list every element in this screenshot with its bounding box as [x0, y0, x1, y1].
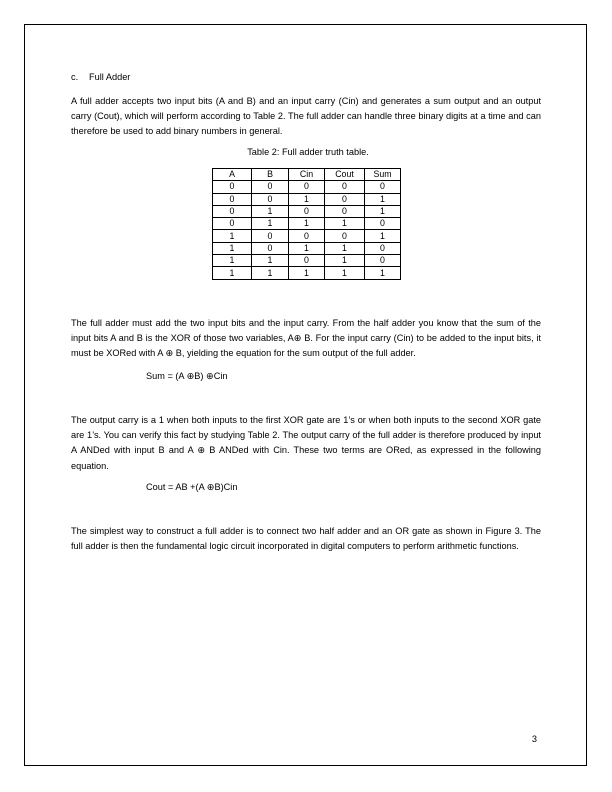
table-cell: 0 [252, 181, 289, 193]
table-cell: 0 [365, 218, 401, 230]
table-cell: 0 [365, 242, 401, 254]
table-header-cell: Cin [289, 169, 325, 181]
table-header-cell: Sum [365, 169, 401, 181]
table-row [213, 193, 401, 205]
page-number: 3 [531, 734, 537, 744]
table-cell: 1 [365, 267, 401, 279]
table-header-row [213, 169, 401, 181]
table-cell: 1 [289, 218, 325, 230]
table-cell: 0 [213, 193, 252, 205]
truth-table [212, 168, 401, 280]
table-cell: 1 [325, 267, 365, 279]
table-cell: 1 [213, 230, 252, 242]
table-cell: 1 [289, 267, 325, 279]
table-cell: 0 [289, 181, 325, 193]
table-row [213, 242, 401, 254]
table-cell: 1 [365, 205, 401, 217]
table-cell: 0 [325, 193, 365, 205]
table-header-cell: Cout [325, 169, 365, 181]
construct-paragraph: The simplest way to construct a full adder is to connect two half adder and an OR gate as shown in Figure 3. The full adder is then the fundamental logic circuit incorporated in digital computers to perform arithmetic functions. [71, 526, 541, 552]
table-cell: 0 [289, 230, 325, 242]
table-body [213, 181, 401, 279]
table-cell: 0 [252, 242, 289, 254]
section-title: Full Adder [89, 72, 131, 82]
intro-paragraph: A full adder accepts two input bits (A and B) and an input carry (Cin) and generates a sum output and an output carry (Cout), which will perform according to Table 2. The full adder can handle three binary digits at a time and can therefore be used to add binary numbers in general. [71, 96, 541, 137]
table-cell: 0 [252, 230, 289, 242]
table-cell: 0 [213, 205, 252, 217]
table-cell: 1 [213, 242, 252, 254]
table-cell: 1 [252, 205, 289, 217]
table-cell: 0 [325, 205, 365, 217]
sum-equation: Sum = (A ⊕B) ⊕Cin [146, 371, 228, 381]
sum-paragraph: The full adder must add the two input bits and the input carry. From the half adder you know that the sum of the input bits A and B is the XOR of those two variables, A⊕ B. For the input carry (Cin) to be added to the input bits, it must be XORed with A ⊕ B, yielding the equation for the sum output of the full adder. [71, 318, 541, 359]
table-row [213, 218, 401, 230]
table-cell: 0 [365, 181, 401, 193]
table-cell: 1 [365, 230, 401, 242]
table-cell: 1 [213, 255, 252, 267]
carry-paragraph: The output carry is a 1 when both inputs to the first XOR gate are 1’s or when both inputs to the second XOR gate are 1’s. You can verify this fact by studying Table 2. The output carry of the full adder is therefore produced by input A ANDed with input B and A ⊕ B ANDed with Cin. These two terms are ORed, as expressed in the following equation. [71, 415, 541, 471]
section-number: c. [71, 72, 79, 82]
table-row [213, 230, 401, 242]
table-cell: 0 [252, 193, 289, 205]
table-cell: 0 [325, 181, 365, 193]
table-row [213, 255, 401, 267]
table-cell: 1 [252, 267, 289, 279]
table-cell: 1 [252, 218, 289, 230]
table-cell: 1 [252, 255, 289, 267]
table-row [213, 205, 401, 217]
table-cell: 1 [289, 193, 325, 205]
table-caption: Table 2: Full adder truth table. [247, 147, 369, 157]
table-cell: 1 [325, 218, 365, 230]
table-cell: 0 [289, 205, 325, 217]
table-cell: 1 [365, 193, 401, 205]
table-cell: 1 [325, 255, 365, 267]
table-cell: 1 [289, 242, 325, 254]
carry-equation: Cout = AB +(A ⊕B)Cin [146, 482, 238, 492]
table-header-cell: A [213, 169, 252, 181]
table-header-cell: B [252, 169, 289, 181]
table-cell: 0 [365, 255, 401, 267]
table-cell: 0 [213, 218, 252, 230]
section-heading [71, 72, 130, 82]
table-cell: 0 [325, 230, 365, 242]
table-cell: 1 [213, 267, 252, 279]
table-cell: 1 [325, 242, 365, 254]
table-cell: 0 [289, 255, 325, 267]
table-row [213, 181, 401, 193]
table-cell: 0 [213, 181, 252, 193]
table-row [213, 267, 401, 279]
